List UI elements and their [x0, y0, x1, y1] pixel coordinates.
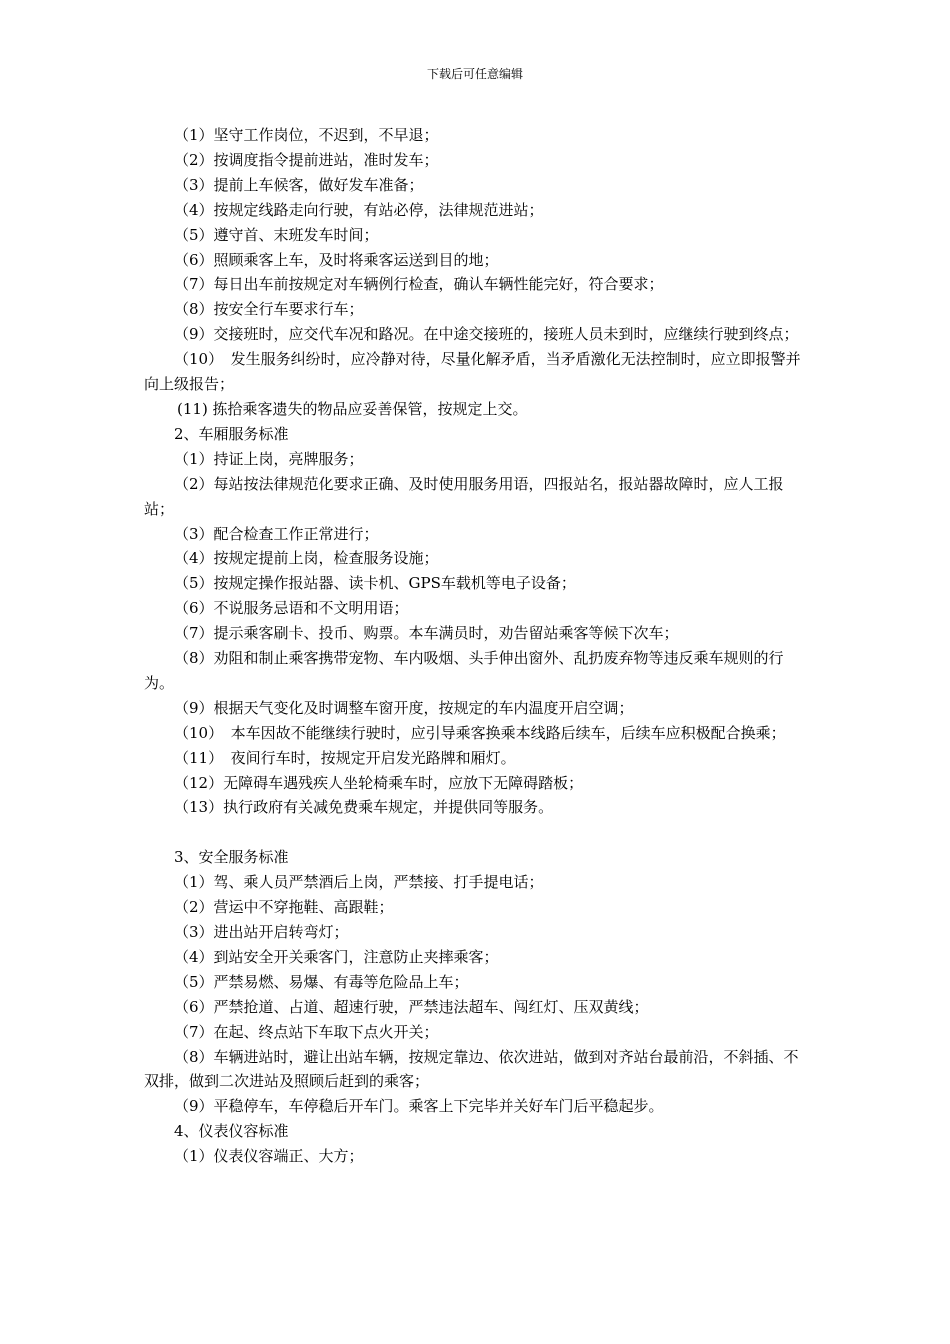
paragraph: （8）劝阻和制止乘客携带宠物、车内吸烟、头手伸出窗外、乱扔废弃物等违反乘车规则的行为。 — [144, 649, 784, 692]
paragraph: （3）进出站开启转弯灯； — [174, 922, 349, 941]
section-heading: 3、安全服务标准 — [174, 848, 289, 867]
paragraph: （7）每日出车前按规定对车辆例行检查，确认车辆性能完好，符合要求； — [174, 275, 664, 294]
paragraph: （13）执行政府有关减免费乘车规定，并提供同等服务。 — [174, 798, 554, 817]
paragraph: （4）按规定线路走向行驶，有站必停，法律规范进站； — [174, 200, 544, 219]
paragraph: (11) 拣拾乘客遗失的物品应妥善保管，按规定上交。 — [177, 399, 528, 418]
paragraph: （3）提前上车候客，做好发车准备； — [174, 175, 424, 194]
paragraph: （7）在起、终点站下车取下点火开关； — [174, 1022, 439, 1041]
paragraph: （4）按规定提前上岗，检查服务设施； — [174, 549, 439, 568]
paragraph: （5）按规定操作报站器、读卡机、GPS车载机等电子设备； — [174, 574, 576, 593]
paragraph: （2）按调度指令提前进站，准时发车； — [174, 150, 439, 169]
paragraph: （5）严禁易燃、易爆、有毒等危险品上车； — [174, 972, 469, 991]
paragraph: （7）提示乘客刷卡、投币、购票。本车满员时，劝告留站乘客等候下次车； — [174, 624, 679, 643]
paragraph: （8）按安全行车要求行车； — [174, 300, 364, 319]
paragraph: （6）严禁抢道、占道、超速行驶，严禁违法超车、闯红灯、压双黄线； — [174, 997, 649, 1016]
paragraph: （1）持证上岗，亮牌服务； — [174, 449, 364, 468]
paragraph: （10） 本车因故不能继续行驶时，应引导乘客换乘本线路后续车，后续车应积极配合换乘； — [174, 723, 786, 742]
paragraph: （4）到站安全开关乘客门，注意防止夹摔乘客； — [174, 947, 499, 966]
paragraph: （9）交接班时，应交代车况和路况。在中途交接班的，接班人员未到时，应继续行驶到终点； — [174, 325, 799, 344]
paragraph: （1）仪表仪容端正、大方； — [174, 1147, 364, 1166]
paragraph: （10） 发生服务纠纷时，应冷静对待，尽量化解矛盾，当矛盾激化无法控制时，应立即报警并向上级报告； — [144, 350, 801, 394]
section-heading: 4、仪表仪容标准 — [174, 1122, 289, 1141]
section-heading: 2、车厢服务标准 — [174, 424, 289, 443]
paragraph: （6）照顾乘客上车，及时将乘客运送到目的地； — [174, 250, 499, 269]
document-body — [144, 123, 808, 1169]
page-header: 下载后可任意编辑 — [426, 67, 523, 81]
paragraph: （6）不说服务忌语和不文明用语； — [174, 599, 409, 618]
paragraph: （2）每站按法律规范化要求正确、及时使用服务用语，四报站名，报站器故障时，应人工报站； — [144, 474, 784, 518]
paragraph: （2）营运中不穿拖鞋、高跟鞋； — [174, 898, 394, 917]
paragraph: （9）平稳停车，车停稳后开车门。乘客上下完毕并关好车门后平稳起步。 — [174, 1097, 664, 1116]
paragraph: （12）无障碍车遇残疾人坐轮椅乘车时，应放下无障碍踏板； — [174, 773, 584, 792]
paragraph: （11） 夜间行车时，按规定开启发光路牌和厢灯。 — [174, 748, 516, 767]
paragraph: （8）车辆进站时，避让出站车辆，按规定靠边、依次进站，做到对齐站台最前沿，不斜插、不双排，做到二次进站及照顾后赶到的乘客； — [144, 1047, 799, 1091]
paragraph: （5）遵守首、末班发车时间； — [174, 225, 379, 244]
paragraph: （3）配合检查工作正常进行； — [174, 524, 379, 543]
paragraph: （9）根据天气变化及时调整车窗开度，按规定的车内温度开启空调； — [174, 698, 634, 717]
paragraph: （1）驾、乘人员严禁酒后上岗，严禁接、打手提电话； — [174, 873, 544, 892]
blank-line — [144, 820, 808, 845]
paragraph: （1）坚守工作岗位，不迟到，不早退； — [174, 126, 439, 144]
